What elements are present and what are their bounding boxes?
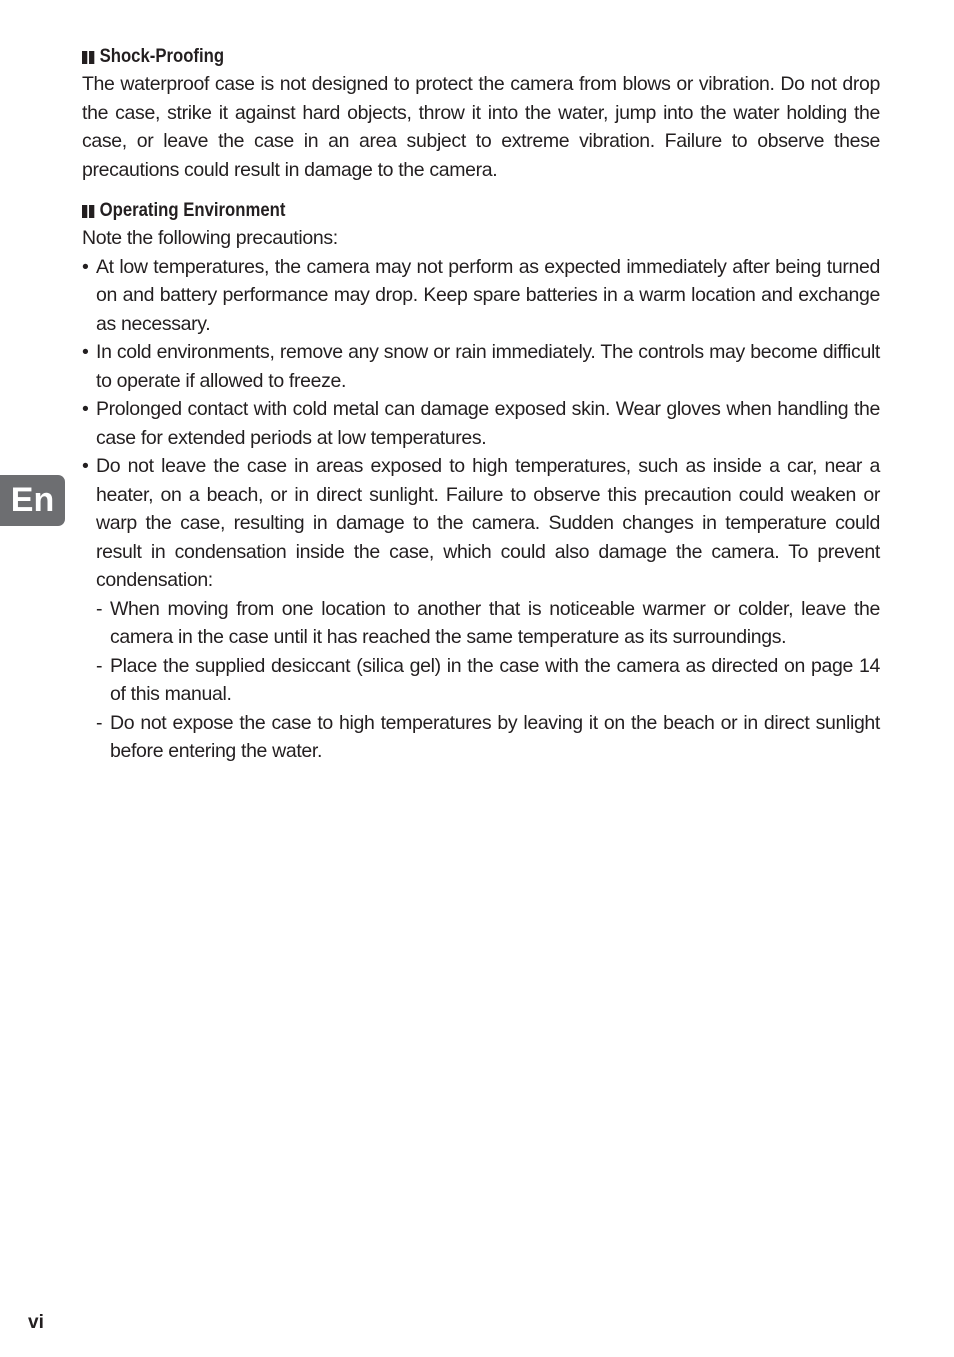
section-intro: Note the following precautions: [82,227,338,249]
heading-marker-icon [82,51,94,64]
section-heading [82,198,784,224]
page-content [82,44,880,780]
heading-marker-icon [82,205,94,218]
list-item: • At low temperatures, the camera may not perform as expected immediately after being turned on and battery performance may drop. Keep spare batteries in a warm location and exchange as necessary. [82,253,880,339]
section-heading-text: Operating Environment [99,200,286,221]
precaution-list [82,253,880,766]
section-heading-text: Shock-Proofing [99,46,225,67]
condensation-sublist [96,595,880,766]
list-item: • In cold environments, remove any snow or rain immediately. The controls may become difficult to operate if allowed to freeze. [82,338,880,395]
section-operating-environment [82,198,880,766]
section-paragraph: The waterproof case is not designed to protect the camera from blows or vibration. Do not drop the case, strike it against hard objects, throw it into the water, jump into the water holding the case, or leave the case in an area subject to extreme vibration. Failure to observe these precautions could result in damage to the camera. [82,73,880,181]
section-heading [82,44,784,70]
list-item: • Prolonged contact with cold metal can damage exposed skin. Wear gloves when handling the case for extended periods at low temperatures. [82,395,880,452]
list-item-text: Do not leave the case in areas exposed to high temperatures, such as inside a car, near a heater, on a beach, or in direct sunlight. Failure to observe this precaution could weaken or warp the case, resulting in damage to the camera. Sudden changes in temperature could result in condensation inside the case, which could also damage the camera. To prevent condensation: [96,455,880,591]
list-item-with-sublist [82,452,880,766]
sub-list-item: - Place the supplied desiccant (silica gel) in the case with the camera as directed on page 14 of this manual. [96,652,880,709]
sub-list-item: - When moving from one location to another that is noticeable warmer or colder, leave the camera in the case until it has reached the same temperature as its surroundings. [96,595,880,652]
section-shock-proofing [82,44,880,184]
language-tab: En [0,475,65,526]
page-number: vi [28,1312,44,1333]
sub-list-item: - Do not expose the case to high temperatures by leaving it on the beach or in direct sunlight before entering the water. [96,709,880,766]
